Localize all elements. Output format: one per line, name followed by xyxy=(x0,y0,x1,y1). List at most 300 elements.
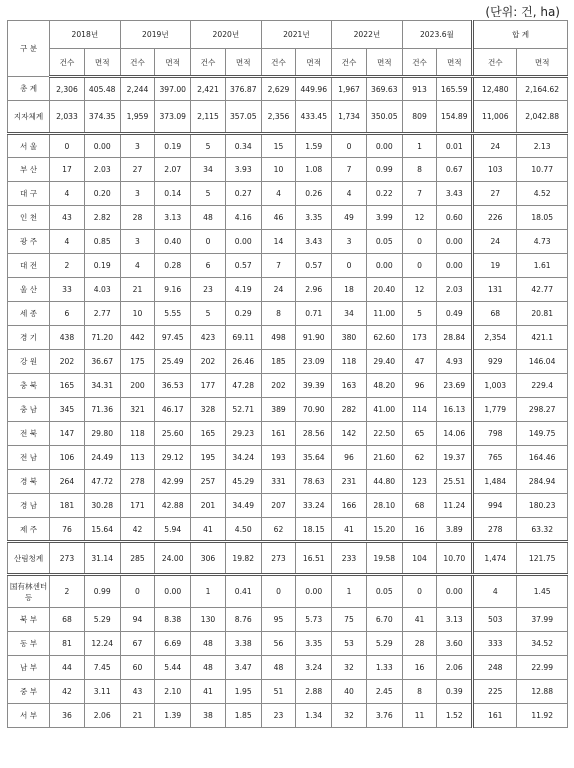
area-cell: 3.35 xyxy=(296,632,332,656)
count-cell: 2,306 xyxy=(50,77,85,101)
area-cell: 1.59 xyxy=(296,134,332,158)
row-label: 산림청계 xyxy=(8,542,50,575)
count-cell: 48 xyxy=(191,656,226,680)
count-cell: 166 xyxy=(332,494,367,518)
area-cell: 12.88 xyxy=(517,680,568,704)
count-cell: 175 xyxy=(120,350,155,374)
count-header: 건수 xyxy=(402,49,437,77)
count-cell: 2 xyxy=(50,575,85,608)
area-cell: 2.13 xyxy=(517,134,568,158)
count-cell: 11,006 xyxy=(473,101,517,134)
row-label: 세 종 xyxy=(8,302,50,326)
area-cell: 97.45 xyxy=(155,326,191,350)
count-cell: 106 xyxy=(50,446,85,470)
year-header: 2018년 xyxy=(50,21,121,49)
area-cell: 12.24 xyxy=(84,632,120,656)
area-cell: 18.15 xyxy=(296,518,332,542)
table-row xyxy=(8,542,568,575)
count-cell: 76 xyxy=(50,518,85,542)
count-cell: 6 xyxy=(191,254,226,278)
count-cell: 193 xyxy=(261,446,296,470)
count-cell: 5 xyxy=(191,302,226,326)
count-cell: 118 xyxy=(332,350,367,374)
count-cell: 181 xyxy=(50,494,85,518)
count-cell: 7 xyxy=(332,158,367,182)
area-cell: 165.59 xyxy=(437,77,473,101)
area-cell: 0.00 xyxy=(437,230,473,254)
area-cell: 2.03 xyxy=(84,158,120,182)
area-cell: 3.47 xyxy=(225,656,261,680)
table-row xyxy=(8,134,568,158)
year-header: 2022년 xyxy=(332,21,403,49)
area-cell: 374.35 xyxy=(84,101,120,134)
table-row xyxy=(8,302,568,326)
area-cell: 78.63 xyxy=(296,470,332,494)
count-cell: 12,480 xyxy=(473,77,517,101)
row-label: 경 남 xyxy=(8,494,50,518)
count-cell: 3 xyxy=(332,230,367,254)
area-cell: 0.39 xyxy=(437,680,473,704)
area-cell: 8.76 xyxy=(225,608,261,632)
count-cell: 24 xyxy=(473,134,517,158)
area-cell: 22.50 xyxy=(366,422,402,446)
row-label: 国有林센터등 xyxy=(8,575,50,608)
area-cell: 4.93 xyxy=(437,350,473,374)
count-cell: 17 xyxy=(50,158,85,182)
area-cell: 1.33 xyxy=(366,656,402,680)
area-cell: 28.84 xyxy=(437,326,473,350)
area-cell: 0.19 xyxy=(84,254,120,278)
area-cell: 0.19 xyxy=(155,134,191,158)
count-cell: 103 xyxy=(473,158,517,182)
count-cell: 3 xyxy=(120,182,155,206)
count-cell: 173 xyxy=(402,326,437,350)
count-cell: 202 xyxy=(50,350,85,374)
table-row xyxy=(8,680,568,704)
table-row xyxy=(8,575,568,608)
area-cell: 0.00 xyxy=(437,575,473,608)
count-cell: 503 xyxy=(473,608,517,632)
area-cell: 4.73 xyxy=(517,230,568,254)
count-cell: 0 xyxy=(120,575,155,608)
row-label: 부 산 xyxy=(8,158,50,182)
count-cell: 130 xyxy=(191,608,226,632)
count-cell: 1,734 xyxy=(332,101,367,134)
row-label: 충 북 xyxy=(8,374,50,398)
area-cell: 9.16 xyxy=(155,278,191,302)
area-cell: 0.01 xyxy=(437,134,473,158)
table-row xyxy=(8,350,568,374)
area-cell: 11.92 xyxy=(517,704,568,728)
area-cell: 4.16 xyxy=(225,206,261,230)
count-cell: 165 xyxy=(50,374,85,398)
count-cell: 282 xyxy=(332,398,367,422)
count-cell: 4 xyxy=(261,182,296,206)
count-cell: 5 xyxy=(191,182,226,206)
area-cell: 0.22 xyxy=(366,182,402,206)
area-cell: 0.57 xyxy=(296,254,332,278)
count-cell: 248 xyxy=(473,656,517,680)
row-label: 경 기 xyxy=(8,326,50,350)
area-cell: 39.39 xyxy=(296,374,332,398)
count-cell: 2,629 xyxy=(261,77,296,101)
count-cell: 41 xyxy=(191,680,226,704)
area-cell: 0.00 xyxy=(366,254,402,278)
table-row xyxy=(8,101,568,134)
area-cell: 3.76 xyxy=(366,704,402,728)
count-cell: 3 xyxy=(120,230,155,254)
area-cell: 2.07 xyxy=(155,158,191,182)
row-label: 동 부 xyxy=(8,632,50,656)
table-row xyxy=(8,158,568,182)
count-cell: 442 xyxy=(120,326,155,350)
area-cell: 3.43 xyxy=(296,230,332,254)
area-cell: 2.10 xyxy=(155,680,191,704)
area-cell: 4.19 xyxy=(225,278,261,302)
count-header: 건수 xyxy=(473,49,517,77)
area-cell: 33.24 xyxy=(296,494,332,518)
count-cell: 81 xyxy=(50,632,85,656)
area-cell: 25.60 xyxy=(155,422,191,446)
area-cell: 2.88 xyxy=(296,680,332,704)
area-cell: 19.82 xyxy=(225,542,261,575)
row-label: 전 북 xyxy=(8,422,50,446)
data-table xyxy=(7,20,568,728)
count-cell: 161 xyxy=(473,704,517,728)
area-cell: 3.13 xyxy=(437,608,473,632)
total-header: 합 계 xyxy=(473,21,568,49)
count-cell: 28 xyxy=(402,632,437,656)
count-cell: 809 xyxy=(402,101,437,134)
area-cell: 0.99 xyxy=(366,158,402,182)
count-cell: 1,484 xyxy=(473,470,517,494)
count-header: 건수 xyxy=(261,49,296,77)
count-cell: 278 xyxy=(120,470,155,494)
count-cell: 345 xyxy=(50,398,85,422)
count-cell: 23 xyxy=(191,278,226,302)
area-cell: 0.00 xyxy=(155,575,191,608)
count-cell: 46 xyxy=(261,206,296,230)
count-cell: 0 xyxy=(50,134,85,158)
area-cell: 42.77 xyxy=(517,278,568,302)
count-cell: 225 xyxy=(473,680,517,704)
area-cell: 52.71 xyxy=(225,398,261,422)
area-cell: 63.32 xyxy=(517,518,568,542)
area-cell: 42.99 xyxy=(155,470,191,494)
count-cell: 48 xyxy=(261,656,296,680)
count-cell: 33 xyxy=(50,278,85,302)
table-row xyxy=(8,518,568,542)
count-cell: 163 xyxy=(332,374,367,398)
area-cell: 3.11 xyxy=(84,680,120,704)
count-cell: 2,033 xyxy=(50,101,85,134)
count-cell: 0 xyxy=(191,230,226,254)
count-cell: 40 xyxy=(332,680,367,704)
count-cell: 380 xyxy=(332,326,367,350)
area-cell: 0.85 xyxy=(84,230,120,254)
count-cell: 34 xyxy=(191,158,226,182)
area-cell: 21.60 xyxy=(366,446,402,470)
area-cell: 5.94 xyxy=(155,518,191,542)
count-cell: 6 xyxy=(50,302,85,326)
area-cell: 1.61 xyxy=(517,254,568,278)
area-cell: 25.51 xyxy=(437,470,473,494)
area-cell: 0.00 xyxy=(366,134,402,158)
area-cell: 2,164.62 xyxy=(517,77,568,101)
count-cell: 4 xyxy=(50,182,85,206)
area-cell: 0.29 xyxy=(225,302,261,326)
count-cell: 62 xyxy=(402,446,437,470)
count-cell: 2,115 xyxy=(191,101,226,134)
row-label: 서 울 xyxy=(8,134,50,158)
count-cell: 161 xyxy=(261,422,296,446)
count-cell: 328 xyxy=(191,398,226,422)
count-cell: 3 xyxy=(120,134,155,158)
area-cell: 0.00 xyxy=(225,230,261,254)
count-cell: 1,003 xyxy=(473,374,517,398)
area-cell: 3.43 xyxy=(437,182,473,206)
count-cell: 53 xyxy=(332,632,367,656)
row-label: 대 구 xyxy=(8,182,50,206)
count-cell: 147 xyxy=(50,422,85,446)
area-cell: 29.12 xyxy=(155,446,191,470)
count-cell: 114 xyxy=(402,398,437,422)
area-cell: 1.34 xyxy=(296,704,332,728)
count-cell: 118 xyxy=(120,422,155,446)
count-header: 건수 xyxy=(50,49,85,77)
count-cell: 42 xyxy=(50,680,85,704)
area-cell: 3.93 xyxy=(225,158,261,182)
area-cell: 10.70 xyxy=(437,542,473,575)
count-cell: 264 xyxy=(50,470,85,494)
row-label: 제 주 xyxy=(8,518,50,542)
count-cell: 113 xyxy=(120,446,155,470)
count-cell: 10 xyxy=(120,302,155,326)
area-cell: 91.90 xyxy=(296,326,332,350)
count-cell: 177 xyxy=(191,374,226,398)
count-cell: 273 xyxy=(50,542,85,575)
area-cell: 37.99 xyxy=(517,608,568,632)
area-cell: 0.28 xyxy=(155,254,191,278)
count-cell: 438 xyxy=(50,326,85,350)
count-cell: 51 xyxy=(261,680,296,704)
count-cell: 48 xyxy=(191,632,226,656)
year-header: 2023.6월 xyxy=(402,21,473,49)
count-cell: 96 xyxy=(402,374,437,398)
count-cell: 929 xyxy=(473,350,517,374)
count-cell: 67 xyxy=(120,632,155,656)
area-cell: 0.60 xyxy=(437,206,473,230)
area-cell: 15.64 xyxy=(84,518,120,542)
count-cell: 171 xyxy=(120,494,155,518)
count-cell: 41 xyxy=(191,518,226,542)
area-cell: 1.95 xyxy=(225,680,261,704)
area-cell: 0.00 xyxy=(296,575,332,608)
row-label: 울 산 xyxy=(8,278,50,302)
area-cell: 2.45 xyxy=(366,680,402,704)
count-cell: 60 xyxy=(120,656,155,680)
count-cell: 48 xyxy=(191,206,226,230)
area-cell: 29.40 xyxy=(366,350,402,374)
area-cell: 16.51 xyxy=(296,542,332,575)
count-cell: 42 xyxy=(120,518,155,542)
area-cell: 284.94 xyxy=(517,470,568,494)
count-cell: 207 xyxy=(261,494,296,518)
row-label: 충 남 xyxy=(8,398,50,422)
count-cell: 0 xyxy=(332,254,367,278)
row-label: 대 전 xyxy=(8,254,50,278)
count-cell: 389 xyxy=(261,398,296,422)
area-cell: 350.05 xyxy=(366,101,402,134)
area-cell: 0.99 xyxy=(84,575,120,608)
count-cell: 994 xyxy=(473,494,517,518)
count-cell: 21 xyxy=(120,278,155,302)
count-cell: 1 xyxy=(191,575,226,608)
area-cell: 3.24 xyxy=(296,656,332,680)
count-cell: 231 xyxy=(332,470,367,494)
area-cell: 433.45 xyxy=(296,101,332,134)
count-cell: 1 xyxy=(332,575,367,608)
table-row xyxy=(8,398,568,422)
area-cell: 2.06 xyxy=(84,704,120,728)
category-header: 구 분 xyxy=(8,21,50,77)
count-cell: 5 xyxy=(191,134,226,158)
row-label: 총 계 xyxy=(8,77,50,101)
area-cell: 0.34 xyxy=(225,134,261,158)
count-cell: 68 xyxy=(402,494,437,518)
count-cell: 23 xyxy=(261,704,296,728)
table-row xyxy=(8,632,568,656)
area-cell: 4.52 xyxy=(517,182,568,206)
count-cell: 4 xyxy=(332,182,367,206)
area-cell: 2,042.88 xyxy=(517,101,568,134)
table-row xyxy=(8,77,568,101)
count-cell: 43 xyxy=(50,206,85,230)
area-cell: 2.03 xyxy=(437,278,473,302)
area-cell: 3.13 xyxy=(155,206,191,230)
count-cell: 21 xyxy=(120,704,155,728)
year-header: 2019년 xyxy=(120,21,191,49)
area-cell: 298.27 xyxy=(517,398,568,422)
area-cell: 180.23 xyxy=(517,494,568,518)
count-cell: 68 xyxy=(50,608,85,632)
area-cell: 5.44 xyxy=(155,656,191,680)
area-cell: 34.52 xyxy=(517,632,568,656)
area-cell: 5.55 xyxy=(155,302,191,326)
count-header: 건수 xyxy=(332,49,367,77)
count-header: 건수 xyxy=(120,49,155,77)
year-header: 2020년 xyxy=(191,21,262,49)
area-cell: 1.45 xyxy=(517,575,568,608)
count-cell: 12 xyxy=(402,278,437,302)
table-row xyxy=(8,230,568,254)
area-cell: 0.00 xyxy=(84,134,120,158)
area-cell: 0.26 xyxy=(296,182,332,206)
area-cell: 11.00 xyxy=(366,302,402,326)
count-cell: 65 xyxy=(402,422,437,446)
count-cell: 36 xyxy=(50,704,85,728)
count-cell: 4 xyxy=(473,575,517,608)
row-label: 광 주 xyxy=(8,230,50,254)
area-cell: 23.69 xyxy=(437,374,473,398)
count-cell: 62 xyxy=(261,518,296,542)
area-cell: 154.89 xyxy=(437,101,473,134)
area-cell: 36.53 xyxy=(155,374,191,398)
area-header: 면적 xyxy=(437,49,473,77)
count-cell: 0 xyxy=(402,230,437,254)
count-cell: 333 xyxy=(473,632,517,656)
area-cell: 19.58 xyxy=(366,542,402,575)
count-cell: 913 xyxy=(402,77,437,101)
table-row xyxy=(8,326,568,350)
count-cell: 1 xyxy=(402,134,437,158)
area-cell: 146.04 xyxy=(517,350,568,374)
area-cell: 1.08 xyxy=(296,158,332,182)
area-cell: 4.03 xyxy=(84,278,120,302)
count-cell: 0 xyxy=(261,575,296,608)
area-cell: 0.00 xyxy=(437,254,473,278)
count-cell: 56 xyxy=(261,632,296,656)
area-cell: 6.69 xyxy=(155,632,191,656)
area-header: 면적 xyxy=(155,49,191,77)
area-cell: 35.64 xyxy=(296,446,332,470)
area-cell: 0.05 xyxy=(366,575,402,608)
count-cell: 321 xyxy=(120,398,155,422)
area-cell: 5.29 xyxy=(84,608,120,632)
row-label: 경 북 xyxy=(8,470,50,494)
count-cell: 765 xyxy=(473,446,517,470)
area-cell: 421.1 xyxy=(517,326,568,350)
area-cell: 26.46 xyxy=(225,350,261,374)
table-row xyxy=(8,254,568,278)
area-cell: 2.77 xyxy=(84,302,120,326)
area-cell: 164.46 xyxy=(517,446,568,470)
count-cell: 2,421 xyxy=(191,77,226,101)
table-row xyxy=(8,704,568,728)
area-cell: 0.67 xyxy=(437,158,473,182)
area-header: 면적 xyxy=(296,49,332,77)
count-cell: 10 xyxy=(261,158,296,182)
area-cell: 34.24 xyxy=(225,446,261,470)
area-cell: 47.72 xyxy=(84,470,120,494)
count-cell: 95 xyxy=(261,608,296,632)
area-cell: 34.31 xyxy=(84,374,120,398)
count-cell: 2,354 xyxy=(473,326,517,350)
count-cell: 94 xyxy=(120,608,155,632)
area-cell: 71.36 xyxy=(84,398,120,422)
count-cell: 24 xyxy=(261,278,296,302)
area-cell: 70.90 xyxy=(296,398,332,422)
table-row xyxy=(8,278,568,302)
area-cell: 44.80 xyxy=(366,470,402,494)
count-cell: 233 xyxy=(332,542,367,575)
area-cell: 8.38 xyxy=(155,608,191,632)
count-cell: 96 xyxy=(332,446,367,470)
count-cell: 18 xyxy=(332,278,367,302)
area-cell: 36.67 xyxy=(84,350,120,374)
table-row xyxy=(8,608,568,632)
area-cell: 20.40 xyxy=(366,278,402,302)
count-header: 건수 xyxy=(191,49,226,77)
count-cell: 41 xyxy=(402,608,437,632)
area-cell: 29.23 xyxy=(225,422,261,446)
area-cell: 22.99 xyxy=(517,656,568,680)
area-cell: 24.00 xyxy=(155,542,191,575)
area-cell: 1.39 xyxy=(155,704,191,728)
area-cell: 25.49 xyxy=(155,350,191,374)
count-cell: 278 xyxy=(473,518,517,542)
area-header: 면적 xyxy=(517,49,568,77)
